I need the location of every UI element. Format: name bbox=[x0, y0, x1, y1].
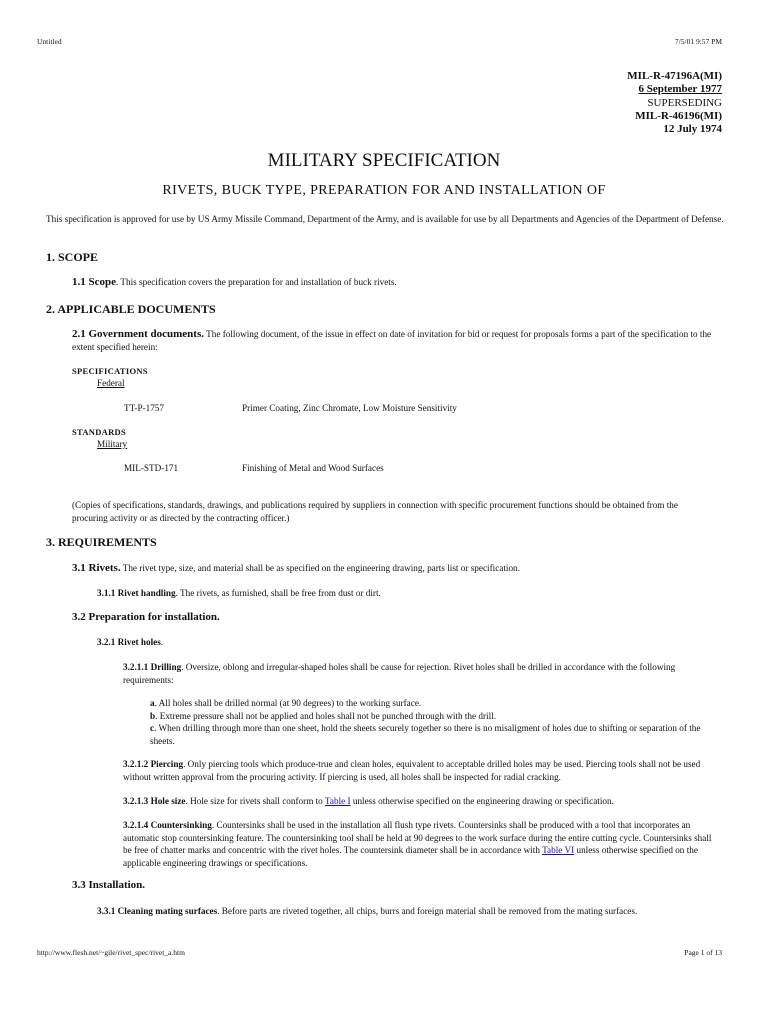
section-3-3-label: 3.3 Installation. bbox=[72, 879, 146, 891]
list-item-c-label: c bbox=[150, 723, 155, 733]
section-3-3-1-label: 3.3.1 Cleaning mating surfaces bbox=[97, 906, 218, 916]
intro-paragraph: This specification is approved for use by US Army Missile Command, Department of the Army, and is available for use by all Departments and Agencies of the Department of Defense. bbox=[46, 214, 724, 224]
print-header-title: Untitled bbox=[37, 37, 62, 46]
section-3-2-1-4 bbox=[123, 819, 713, 869]
standards-label: STANDARDS bbox=[72, 427, 127, 437]
section-3-1-label: 3.1 Rivets. bbox=[72, 562, 121, 574]
section-3-3-1 bbox=[97, 906, 727, 916]
section-3-2-1-label: 3.2.1 Rivet holes bbox=[97, 637, 161, 647]
spec-code: TT-P-1757 bbox=[124, 403, 164, 413]
print-footer-page: Page 1 of 13 bbox=[684, 948, 722, 957]
section-3-1-1-label: 3.1.1 Rivet handling bbox=[97, 588, 176, 598]
specifications-label: SPECIFICATIONS bbox=[72, 366, 148, 376]
superseded-number: MIL-R-46196(MI) bbox=[635, 109, 722, 122]
section-3-2-1-1-text: . Oversize, oblong and irregular-shaped holes shall be cause for rejection. Rivet holes shall be drilled in accordance with the following requirements: bbox=[123, 662, 676, 685]
page-subtitle: RIVETS, BUCK TYPE, PREPARATION FOR AND INSTALLATION OF bbox=[162, 183, 606, 198]
section-1-1-label: 1.1 Scope bbox=[72, 276, 116, 288]
section-2-1-label: 2.1 Government documents. bbox=[72, 328, 204, 340]
table-i-link[interactable]: Table I bbox=[324, 796, 351, 806]
section-3-2-1-1 bbox=[123, 661, 713, 686]
section-3-2-label: 3.2 Preparation for installation. bbox=[72, 611, 220, 623]
section-3-2-1-3-label: 3.2.1.3 Hole size bbox=[123, 796, 186, 806]
section-3-2-1-3-pre: . Hole size for rivets shall conform to bbox=[185, 796, 325, 806]
section-3-2-1-2 bbox=[123, 758, 713, 783]
table-vi-link[interactable]: Table VI bbox=[542, 845, 575, 855]
section-3-2-1-4-label: 3.2.1.4 Countersinking bbox=[123, 820, 212, 830]
list-item-a-text: . All holes shall be drilled normal (at 90 degrees) to the working surface. bbox=[154, 698, 422, 708]
standard-code: MIL-STD-171 bbox=[124, 463, 179, 473]
section-scope-heading: 1. SCOPE bbox=[46, 250, 99, 264]
section-3-2-1-2-text: . Only piercing tools which produce-true and clean holes, equivalent to acceptable drilled holes may be used. Piercing tools shall not be used without written approval from the procuring activity. If piercing is used, all holes shall be inspected for radial cracking. bbox=[123, 759, 701, 782]
section-3-1-1-text: . The rivets, as furnished, shall be free from dust or dirt. bbox=[175, 588, 381, 598]
section-1-1-text: . This specification covers the preparation for and installation of buck rivets. bbox=[116, 277, 397, 287]
section-3-2-1-4-post: unless otherwise specified on the applicable engineering drawings or specifications. bbox=[123, 845, 698, 868]
section-2-1-text: The following document, of the issue in effect on date of invitation for bid or request for proposals forms a part of the specification to the extent specified herein: bbox=[72, 329, 712, 352]
section-3-1-1 bbox=[97, 588, 381, 598]
doc-date: 6 September 1977 bbox=[638, 83, 722, 96]
section-3-2-1-2-label: 3.2.1.2 Piercing bbox=[123, 759, 184, 769]
section-3-2 bbox=[72, 611, 220, 623]
section-3-3-1-text: . Before parts are riveted together, all chips, burrs and foreign material shall be removed from the mating surfaces. bbox=[217, 906, 638, 916]
superseding-label: SUPERSEDING bbox=[647, 96, 722, 109]
section-applicable-docs-heading: 2. APPLICABLE DOCUMENTS bbox=[46, 302, 216, 316]
print-footer-url: http://www.flesh.net/~gile/rivet_spec/rivet_a.htm bbox=[37, 948, 185, 957]
section-3-2-1-1-label: 3.2.1.1 Drilling bbox=[123, 662, 182, 672]
document-id-block bbox=[627, 70, 722, 136]
page-title: MILITARY SPECIFICATION bbox=[267, 150, 501, 171]
doc-number: MIL-R-47196A(MI) bbox=[627, 70, 722, 82]
section-2-1 bbox=[72, 328, 720, 353]
section-3-3 bbox=[72, 879, 145, 891]
superseded-date: 12 July 1974 bbox=[663, 123, 722, 136]
list-item-b-text: . Extreme pressure shall not be applied and holes shall not be punched through with the drill. bbox=[155, 711, 497, 721]
section-3-2-1-text: . bbox=[160, 637, 164, 647]
print-header-date: 7/5/01 9:57 PM bbox=[674, 37, 722, 46]
section-3-2-1 bbox=[97, 637, 163, 647]
section-3-2-1-3-post: unless otherwise specified on the engineering drawing or specification. bbox=[350, 796, 614, 806]
section-3-1 bbox=[72, 562, 520, 574]
list-item-c-text: . When drilling through more than one sheet, hold the sheets securely together so there is no misaligment of holes due to shifting or separation of the sheets. bbox=[150, 723, 701, 746]
standards-military: Military bbox=[97, 439, 128, 449]
list-item-b-label: b bbox=[150, 711, 156, 721]
list-item-b bbox=[150, 710, 710, 723]
list-item-a bbox=[150, 697, 710, 710]
section-requirements-heading: 3. REQUIREMENTS bbox=[46, 535, 157, 549]
copies-note: (Copies of specifications, standards, drawings, and publications required by suppliers in connection with specific procurement functions should be obtained from the procuring activity or as directed by the contracting officer.) bbox=[72, 500, 678, 523]
specifications-federal: Federal bbox=[97, 378, 125, 388]
section-3-1-text: The rivet type, size, and material shall be as specified on the engineering drawing, parts list or specification. bbox=[120, 563, 520, 573]
list-item-c bbox=[150, 722, 710, 747]
section-1-1 bbox=[72, 276, 397, 288]
section-3-2-1-3 bbox=[123, 795, 713, 808]
standard-description: Finishing of Metal and Wood Surfaces bbox=[242, 463, 384, 473]
spec-description: Primer Coating, Zinc Chromate, Low Moisture Sensitivity bbox=[242, 403, 457, 413]
section-3-2-1-4-pre: . Countersinks shall be used in the installation all flush type rivets. Countersinks shall be produced with a tool that incorporates an automatic stop countersinking feature. The countersinking tool shall be held at 90 degrees to the work surface during the entire cutting cycle. Countersinks shall be free of chatter marks and concentric with the rivet holes. The countersink diameter shall be in accordance with bbox=[123, 820, 712, 855]
list-item-a-label: a bbox=[150, 698, 155, 708]
